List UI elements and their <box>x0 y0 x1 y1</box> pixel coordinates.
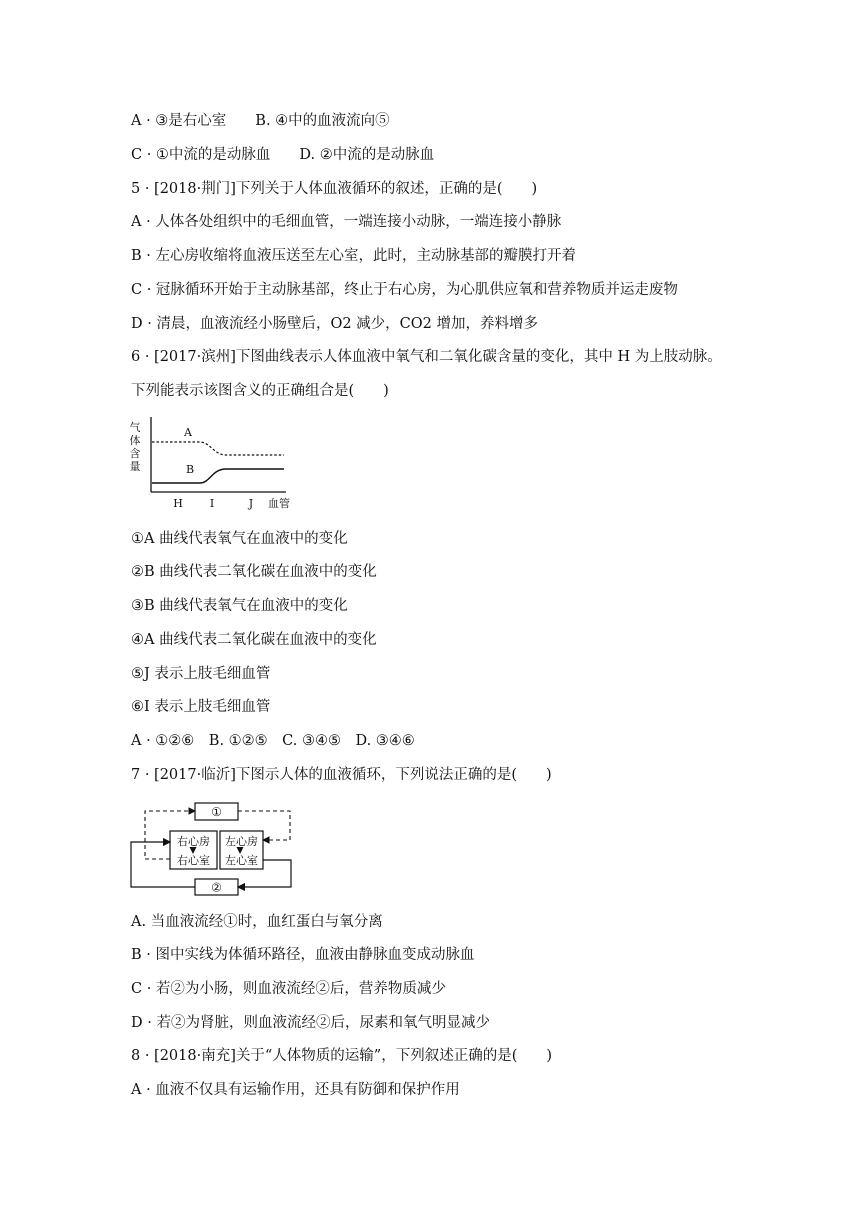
curve-b <box>152 469 284 483</box>
q6-statement-2: ②B 曲线代表二氧化碳在血液中的变化 <box>131 564 377 580</box>
curve-a-label: A <box>184 426 192 439</box>
q6-statement-1: ①A 曲线代表氧气在血液中的变化 <box>131 531 348 547</box>
x-axis-label: 血管 <box>268 497 290 510</box>
q4-options-line1: A · ③是右心室 B. ④中的血液流向⑤ <box>131 113 390 129</box>
q5-option-a: A · 人体各处组织中的毛细血管，一端连接小动脉，一端连接小静脉 <box>131 214 562 230</box>
x-tick-j: J <box>248 497 254 510</box>
q8-stem: 8 · [2018·南充]关于“人体物质的运输”，下列叙述正确的是( ) <box>131 1048 553 1064</box>
q6-statement-4: ④A 曲线代表二氧化碳在血液中的变化 <box>131 632 377 648</box>
q7-option-c: C · 若②为小肠，则血液流经②后，营养物质减少 <box>131 981 446 997</box>
y-axis-label-char-4: 量 <box>129 460 141 473</box>
q7-option-a: A. 当血液流经①时，血红蛋白与氧分离 <box>131 914 383 930</box>
q8-option-a: A · 血液不仅具有运输作用，还具有防御和保护作用 <box>131 1082 460 1098</box>
q6-statement-3: ③B 曲线代表氧气在血液中的变化 <box>131 598 348 614</box>
q7-option-d: D · 若②为肾脏，则血液流经②后，尿素和氧气明显减少 <box>131 1015 490 1031</box>
q6-statement-6: ⑥I 表示上肢毛细血管 <box>131 699 271 715</box>
right-atrium-label: 右心房 <box>177 835 210 848</box>
gas-content-figure <box>128 415 298 512</box>
circulation-diagram <box>128 800 296 900</box>
q6-options: A · ①②⑥ B. ①②⑤ C. ③④⑤ D. ③④⑥ <box>131 733 415 749</box>
right-ventricle-label: 右心室 <box>177 854 210 867</box>
q6-statement-5: ⑤J 表示上肢毛细血管 <box>131 666 271 682</box>
q7-stem: 7 · [2017·临沂]下图示人体的血液循环，下列说法正确的是( ) <box>131 767 552 783</box>
q7-option-b: B · 图中实线为体循环路径，血液由静脉血变成动脉血 <box>131 947 475 963</box>
left-ventricle-label: 左心室 <box>225 854 258 867</box>
box-1-label: ① <box>211 805 222 819</box>
y-axis-label-char-1: 气 <box>129 421 141 434</box>
x-tick-i: I <box>209 497 215 510</box>
curve-a <box>152 442 284 455</box>
box-2-label: ② <box>211 880 222 895</box>
q5-stem: 5 · [2018·荆门]下列关于人体血液循环的叙述，正确的是( ) <box>131 181 538 197</box>
x-tick-h: H <box>173 497 183 510</box>
q4-options-line2: C · ①中流的是动脉血 D. ②中流的是动脉血 <box>131 147 435 163</box>
q5-option-d: D · 清晨，血液流经小肠壁后，O2 减少，CO2 增加，养料增多 <box>131 316 538 332</box>
left-atrium-label: 左心房 <box>225 835 258 848</box>
q5-option-b: B · 左心房收缩将血液压送至左心室，此时，主动脉基部的瓣膜打开着 <box>131 248 576 264</box>
curve-b-label: B <box>185 463 195 476</box>
q6-stem-line1: 6 · [2017·滨州]下图曲线表示人体血液中氧气和二氧化碳含量的变化，其中 H 为上肢动脉。 <box>131 349 722 365</box>
q5-option-c: C · 冠脉循环开始于主动脉基部，终止于右心房，为心肌供应氧和营养物质并运走废物 <box>131 282 678 298</box>
y-axis-label-char-2: 体 <box>129 434 141 447</box>
y-axis-label-char-3: 含 <box>129 447 141 460</box>
q6-stem-line2: 下列能表示该图含义的正确组合是( ) <box>131 383 389 399</box>
